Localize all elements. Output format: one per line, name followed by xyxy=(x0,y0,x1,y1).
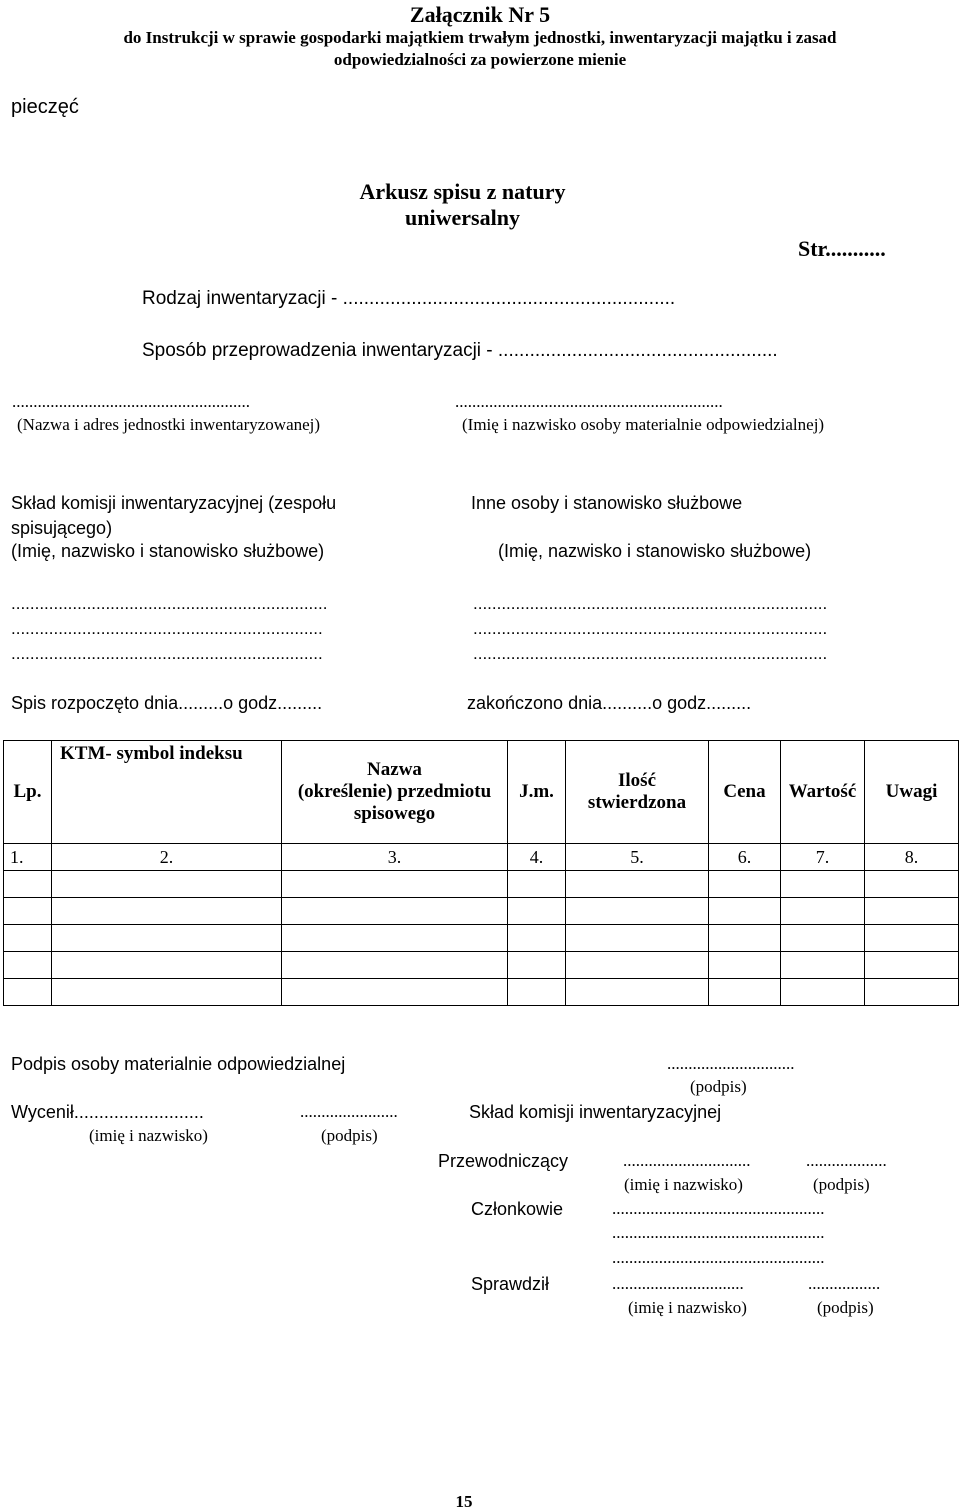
unit-dots: ........................................................ xyxy=(12,392,250,411)
column-number: 4. xyxy=(508,844,566,871)
chairman-signature-caption: (podpis) xyxy=(813,1175,870,1194)
member-dots-3: .................................................. xyxy=(612,1248,825,1267)
table-row xyxy=(4,925,959,952)
person-label: (Imię i nazwisko osoby materialnie odpowiedzialnej) xyxy=(462,415,825,434)
valuer-name-caption: (imię i nazwisko) xyxy=(89,1126,208,1145)
table-row xyxy=(4,871,959,898)
valuer-signature-caption: (podpis) xyxy=(321,1126,378,1145)
column-number: 3. xyxy=(282,844,508,871)
checker-name-dots: ............................... xyxy=(612,1274,744,1293)
commission-right-line1: Inne osoby i stanowisko służbowe xyxy=(471,493,743,513)
attachment-subtitle-line2: odpowiedzialności za powierzone mienie xyxy=(333,50,627,69)
page-reference: Str........... xyxy=(798,236,886,261)
inventory-table xyxy=(3,740,959,1006)
unit-label: (Nazwa i adres jednostki inwentaryzowanej) xyxy=(17,415,321,434)
inventory-method-field: Sposób przeprowadzenia inwentaryzacji - ..................................................... xyxy=(142,340,778,361)
column-number: 8. xyxy=(865,844,959,871)
checked-by-label: Sprawdził xyxy=(471,1274,550,1294)
commission-right-dots-1: ........................................................................... xyxy=(473,594,828,613)
commission-right-dots-2: ........................................................................... xyxy=(473,619,828,638)
commission-right-line2: (Imię, nazwisko i stanowisko służbowe) xyxy=(498,541,812,561)
commission-composition-label: Skład komisji inwentaryzacyjnej xyxy=(469,1102,722,1122)
chairman-signature-dots: ................... xyxy=(806,1151,887,1170)
header-ilosc xyxy=(566,741,709,844)
table-row xyxy=(4,979,959,1006)
header-ilosc-line2: stwierdzona xyxy=(587,792,687,813)
header-cena: Cena xyxy=(709,741,781,844)
document-title-line1: Arkusz spisu z natury xyxy=(359,179,566,204)
person-dots: ............................................................... xyxy=(455,392,723,411)
header-nazwa-line2: (określenie) przedmiotu xyxy=(297,781,492,802)
commission-left-line2: spisującego) xyxy=(11,518,113,538)
chairman-name-caption: (imię i nazwisko) xyxy=(624,1175,743,1194)
members-label: Członkowie xyxy=(471,1199,564,1219)
member-dots-2: .................................................. xyxy=(612,1223,825,1242)
column-number: 1. xyxy=(4,844,52,871)
column-number: 7. xyxy=(781,844,865,871)
responsible-signature-dots: .............................. xyxy=(667,1054,795,1073)
chairman-name-dots: .............................. xyxy=(623,1151,751,1170)
column-number: 6. xyxy=(709,844,781,871)
header-lp: Lp. xyxy=(4,741,52,844)
column-number: 5. xyxy=(566,844,709,871)
header-nazwa-line1: Nazwa xyxy=(367,759,422,780)
header-ktm-label: KTM- symbol indeksu xyxy=(60,743,243,764)
chairman-label: Przewodniczący xyxy=(438,1151,569,1171)
commission-left-dots-2: .................................................................. xyxy=(11,619,323,638)
start-date-field: Spis rozpoczęto dnia.........o godz......... xyxy=(11,693,323,713)
header-ilosc-line1: Ilość xyxy=(618,770,656,791)
commission-right-dots-3: ........................................................................... xyxy=(473,644,828,663)
header-wartosc: Wartość xyxy=(781,741,865,844)
valuer-field: Wycenił.......................... xyxy=(11,1102,204,1122)
header-nazwa-line3: spisowego xyxy=(353,803,436,824)
attachment-title: Załącznik Nr 5 xyxy=(409,2,551,27)
member-dots-1: .................................................. xyxy=(612,1199,825,1218)
responsible-signature-label: Podpis osoby materialnie odpowiedzialnej xyxy=(11,1054,346,1074)
inventory-type-field: Rodzaj inwentaryzacji - ............................................................... xyxy=(142,288,676,309)
header-jm: J.m. xyxy=(508,741,566,844)
responsible-signature-caption: (podpis) xyxy=(690,1077,747,1096)
header-uwagi: Uwagi xyxy=(865,741,959,844)
commission-left-dots-1: ................................................................... xyxy=(11,594,328,613)
table-header-row xyxy=(4,741,959,844)
attachment-subtitle-line1: do Instrukcji w sprawie gospodarki majątkiem trwałym jednostki, inwentaryzacji majątku i zasad xyxy=(123,28,837,47)
valuer-signature-dots: ....................... xyxy=(300,1102,398,1121)
stamp-label: pieczęć xyxy=(11,96,79,118)
commission-left-line3: (Imię, nazwisko i stanowisko służbowe) xyxy=(11,541,325,561)
page-number: 15 xyxy=(455,1492,473,1511)
table-row xyxy=(4,898,959,925)
header-ktm xyxy=(52,741,282,844)
column-number: 2. xyxy=(52,844,282,871)
checker-signature-caption: (podpis) xyxy=(817,1298,874,1317)
table-row xyxy=(4,952,959,979)
commission-left-dots-3: .................................................................. xyxy=(11,644,323,663)
checker-signature-dots: ................. xyxy=(808,1274,881,1293)
column-number-row xyxy=(4,844,959,871)
end-date-field: zakończono dnia..........o godz......... xyxy=(467,693,752,713)
commission-left-line1: Skład komisji inwentaryzacyjnej (zespołu xyxy=(11,493,337,513)
document-title-line2: uniwersalny xyxy=(405,205,520,230)
header-nazwa xyxy=(282,741,508,844)
checker-name-caption: (imię i nazwisko) xyxy=(628,1298,747,1317)
